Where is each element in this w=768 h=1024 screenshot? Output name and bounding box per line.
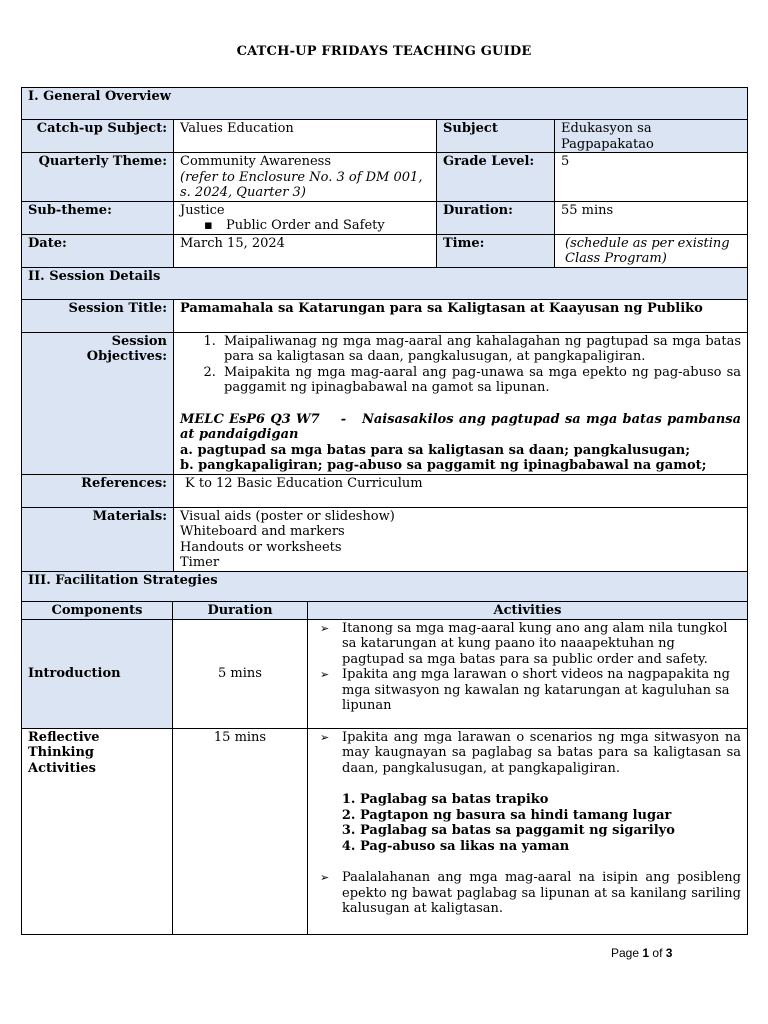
subtheme-bullet: ▪ Public Order and Safety bbox=[180, 218, 430, 234]
intro-activities-cell bbox=[308, 619, 748, 728]
reflect-activity-list bbox=[314, 730, 741, 777]
reflect-activities-cell bbox=[308, 728, 748, 934]
session-title-label: Session Title: bbox=[22, 299, 174, 332]
intro-duration: 5 mins bbox=[173, 619, 308, 728]
reflect-duration: 15 mins bbox=[173, 728, 308, 934]
melc-b: b. pangkapaligiran; pag-abuso sa paggamit ng ipinagbabawal na gamot; bbox=[180, 458, 707, 473]
grade-level-value: 5 bbox=[555, 153, 748, 202]
catchup-subject-label: Catch-up Subject: bbox=[22, 120, 174, 153]
page-total: 3 bbox=[665, 946, 673, 960]
materials-label: Materials: bbox=[22, 507, 174, 571]
reflect-item: 1. Paglabag sa batas trapiko bbox=[360, 792, 741, 808]
activity-item: ➢ Paalalahanan ang mga mag-aaral na isipin ang posibleng epekto ng bawat paglabag sa lipunan at sa kanilang sariling kalusugan at kaligtasan. bbox=[342, 870, 741, 917]
activity-item: ➢ Ipakita ang mga larawan o short videos na nagpapakita ng mga sitwasyon ng kawalan ng katarungan at kaguluhan sa lipunan bbox=[342, 667, 741, 714]
intro-label: Introduction bbox=[22, 619, 173, 728]
subject-label: Subject bbox=[437, 120, 555, 153]
session-objectives-cell bbox=[174, 332, 748, 474]
subtheme-label: Sub-theme: bbox=[22, 201, 174, 234]
subject-value: Edukasyon sa Pagpapakatao bbox=[555, 120, 748, 153]
section-session-details: II. Session Details bbox=[22, 267, 748, 299]
melc-line: MELC EsP6 Q3 W7 - Naisasakilos ang pagtupad sa mga batas pambansa at pandaigdigan bbox=[180, 411, 746, 442]
reflect-item: 2. Pagtapon ng basura sa hindi tamang lugar bbox=[360, 808, 741, 824]
grade-level-label: Grade Level: bbox=[437, 153, 555, 202]
session-title-value: Pamamahala sa Katarungan para sa Kaligtasan at Kaayusan ng Publiko bbox=[174, 299, 748, 332]
objectives-list bbox=[180, 334, 741, 396]
document-title: CATCH-UP FRIDAYS TEACHING GUIDE bbox=[236, 44, 532, 59]
objective-item: 2. Maipakita ng mga mag-aaral ang pag-unawa sa mga epekto ng pag-abuso sa paggamit ng ipinagbabawal na gamot sa lipunan. bbox=[220, 365, 741, 396]
session-objectives-label: Session Objectives: bbox=[22, 332, 174, 474]
material-item: Whiteboard and markers bbox=[180, 524, 345, 539]
page-word: Page bbox=[611, 946, 640, 960]
references-value: K to 12 Basic Education Curriculum bbox=[174, 474, 748, 507]
date-value: March 15, 2024 bbox=[174, 234, 437, 267]
time-label: Time: bbox=[437, 234, 555, 267]
material-item: Timer bbox=[180, 555, 220, 570]
page-current: 1 bbox=[642, 946, 650, 960]
subtheme-value: Justice bbox=[180, 202, 225, 218]
reflect-item: 3. Paglabag sa batas sa paggamit ng sigarilyo bbox=[360, 823, 741, 839]
theme-value: Community Awareness bbox=[180, 154, 332, 169]
overview-table bbox=[21, 87, 748, 604]
time-value: (schedule as per existing Class Program) bbox=[555, 234, 748, 267]
reflect-item: 4. Pag-abuso sa likas na yaman bbox=[360, 839, 741, 855]
catchup-subject-value: Values Education bbox=[174, 120, 437, 153]
quarterly-theme-value bbox=[174, 153, 437, 202]
col-components: Components bbox=[22, 602, 173, 620]
col-activities: Activities bbox=[308, 602, 748, 620]
subtheme-cell bbox=[174, 201, 437, 234]
quarterly-theme-label: Quarterly Theme: bbox=[22, 153, 174, 202]
references-label: References: bbox=[22, 474, 174, 507]
duration-value: 55 mins bbox=[555, 201, 748, 234]
date-label: Date: bbox=[22, 234, 174, 267]
reflect-label: Reflective Thinking Activities bbox=[22, 728, 173, 934]
page-of: of bbox=[652, 946, 663, 960]
melc-a: a. pagtupad sa mga batas para sa kaligtasan sa daan; pangkalusugan; bbox=[180, 442, 691, 458]
activity-item: ➢ Itanong sa mga mag-aaral kung ano ang alam nila tungkol sa katarungan at kung paano ito naaapektuhan ng pagtupad sa mga batas para sa public order and safety. bbox=[342, 621, 741, 668]
reflect-items-list bbox=[314, 792, 741, 854]
materials-cell bbox=[174, 507, 748, 571]
section-general-overview: I. General Overview bbox=[22, 88, 748, 120]
page-footer bbox=[611, 946, 672, 960]
theme-note: (refer to Enclosure No. 3 of DM 001, s. 2024, Quarter 3) bbox=[180, 169, 423, 200]
activity-item: ➢ Ipakita ang mga larawan o scenarios ng mga sitwasyon na may kaugnayan sa paglabag sa batas para sa kaligtasan sa daan, pangkalusugan, at pangkapaligiran. bbox=[342, 730, 741, 777]
reflect-activity-list-2 bbox=[314, 870, 741, 917]
objective-item: 1. Maipaliwanag ng mga mag-aaral ang kahalagahan ng pagtupad sa mga batas para sa kaligtasan sa daan, pangkalusugan, at pangkapaligiran. bbox=[220, 334, 741, 365]
duration-label: Duration: bbox=[437, 201, 555, 234]
intro-activities-list bbox=[314, 621, 741, 714]
col-duration: Duration bbox=[173, 602, 308, 620]
facilitation-table bbox=[21, 601, 748, 935]
material-item: Handouts or worksheets bbox=[180, 539, 342, 555]
material-item: Visual aids (poster or slideshow) bbox=[180, 508, 395, 524]
section-facilitation: III. Facilitation Strategies bbox=[22, 571, 748, 603]
